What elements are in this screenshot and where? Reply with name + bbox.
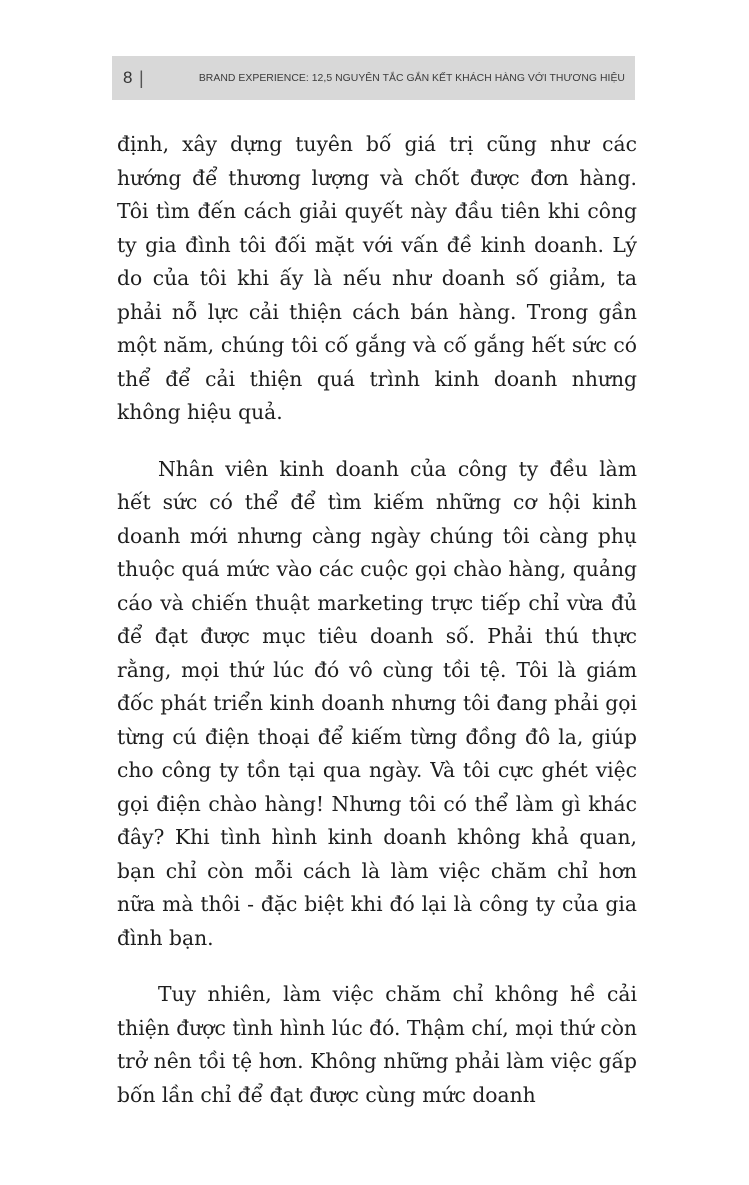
paragraph: Tuy nhiên, làm việc chăm chỉ không hề cải thiện được tình hình lúc đó. Thậm chí, mọi thứ còn trở nên tồi tệ hơn. Không những phải làm việc gấp bốn lần chỉ để đạt được cùng mức doanh — [117, 982, 637, 1107]
running-header — [112, 56, 635, 100]
page-body — [117, 128, 637, 1135]
paragraph: Nhân viên kinh doanh của công ty đều làm hết sức có thể để tìm kiếm những cơ hội kinh doanh mới nhưng càng ngày chúng tôi càng phụ thuộc quá mức vào các cuộc gọi chào hàng, quảng cáo và chiến thuật marketing trực tiếp chỉ vừa đủ để đạt được mục tiêu doanh số. Phải thú thực rằng, mọi thứ lúc đó vô cùng tồi tệ. Tôi là giám đốc phát triển kinh doanh nhưng tôi đang phải gọi từng cú điện thoại để kiếm từng đồng đô la, giúp cho công ty tồn tại qua ngày. Và tôi cực ghét việc gọi điện chào hàng! Nhưng tôi có thể làm gì khác đây? Khi tình hình kinh doanh không khả quan, bạn chỉ còn mỗi cách là làm việc chăm chỉ hơn nữa mà thôi - đặc biệt khi đó lại là công ty của gia đình bạn. — [117, 456, 637, 950]
paragraph-continued: định, xây dựng tuyên bố giá trị cũng như các hướng để thương lượng và chốt được đơn hàng. Tôi tìm đến cách giải quyết này đầu tiên khi công ty gia đình tôi đối mặt với vấn đề kinh doanh. Lý do của tôi khi ấy là nếu như doanh số giảm, ta phải nỗ lực cải thiện cách bán hàng. Trong gần một năm, chúng tôi cố gắng và cố gắng hết sức có thể để cải thiện quá trình kinh doanh nhưng không hiệu quả. — [117, 132, 637, 424]
page-number: 8 — [123, 68, 133, 87]
header-divider: | — [139, 67, 144, 88]
running-title: BRAND EXPERIENCE: 12,5 NGUYÊN TẮC GẮN KẾT KHÁCH HÀNG VỚI THƯƠNG HIỆU — [198, 72, 625, 84]
